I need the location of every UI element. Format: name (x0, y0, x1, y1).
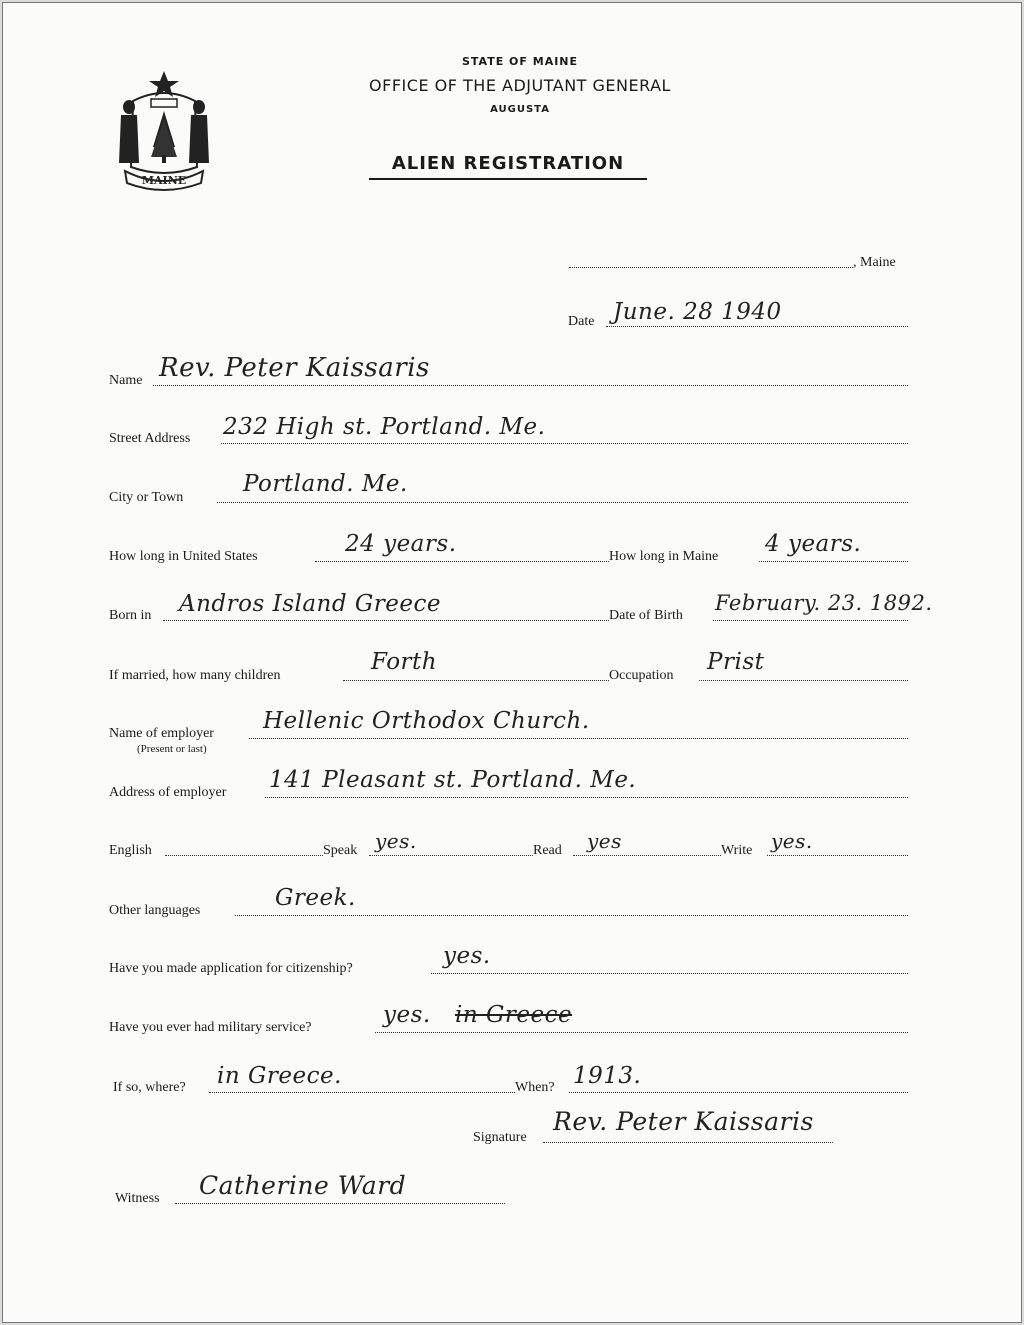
speak-value: yes. (375, 829, 417, 853)
occupation-label: Occupation (609, 668, 674, 683)
english-line (165, 855, 323, 856)
state-heading: STATE OF MAINE (461, 55, 579, 68)
dob-value: February. 23. 1892. (715, 591, 933, 615)
witness-line (175, 1203, 505, 1204)
place-suffix: , Maine (853, 255, 896, 270)
speak-label: Speak (323, 843, 358, 858)
citizenship-value: yes. (443, 943, 491, 969)
other-lang-line (235, 915, 908, 916)
name-label: Name (109, 373, 143, 388)
read-label: Read (533, 843, 562, 858)
born-label: Born in (109, 608, 152, 623)
street-value: 232 High st. Portland. Me. (223, 414, 546, 440)
employer-note: (Present or last) (137, 743, 207, 755)
where-value: in Greece. (217, 1063, 342, 1089)
write-value: yes. (771, 829, 813, 853)
city-line (217, 502, 908, 503)
emp-address-value: 141 Pleasant st. Portland. Me. (269, 767, 637, 793)
employer-line (249, 738, 908, 739)
svg-text:MAINE: MAINE (141, 174, 187, 187)
maine-value: 4 years. (765, 531, 862, 557)
employer-label: Name of employer (109, 726, 214, 741)
when-label: When? (515, 1080, 555, 1095)
write-line (767, 855, 908, 856)
date-line (606, 326, 908, 327)
street-line (221, 443, 908, 444)
signature-line (543, 1142, 833, 1143)
english-label: English (109, 843, 152, 858)
us-label: How long in United States (109, 549, 258, 564)
other-lang-value: Greek. (275, 885, 356, 911)
witness-value: Catherine Ward (199, 1171, 407, 1200)
us-value: 24 years. (345, 531, 457, 557)
military-label: Have you ever had military service? (109, 1020, 312, 1035)
form-title: ALIEN REGISTRATION (369, 153, 647, 180)
citizenship-label: Have you made application for citizenship? (109, 961, 353, 976)
children-label: If married, how many children (109, 668, 281, 683)
occupation-line (699, 680, 908, 681)
office-heading: OFFICE OF THE ADJUTANT GENERAL (369, 76, 671, 95)
born-line (163, 620, 609, 621)
signature-label: Signature (473, 1130, 527, 1145)
born-value: Andros Island Greece (179, 591, 441, 617)
maine-label: How long in Maine (609, 549, 719, 564)
emp-address-line (265, 797, 908, 798)
military-value: yes. (383, 1002, 431, 1028)
employer-value: Hellenic Orthodox Church. (263, 708, 590, 734)
place-line (569, 267, 853, 268)
children-line (343, 680, 609, 681)
dob-label: Date of Birth (609, 608, 683, 623)
military-line (375, 1032, 908, 1033)
military-struck-text: in Greece (455, 1002, 573, 1028)
children-value: Forth (371, 649, 438, 675)
dob-line (713, 620, 908, 621)
city-heading: AUGUSTA (490, 104, 550, 115)
signature-value: Rev. Peter Kaissaris (553, 1107, 814, 1136)
emp-address-label: Address of employer (109, 785, 227, 800)
registration-form-page (2, 2, 1022, 1323)
read-value: yes (587, 829, 622, 853)
street-label: Street Address (109, 431, 191, 446)
citizenship-line (431, 973, 908, 974)
name-value: Rev. Peter Kaissaris (159, 353, 430, 383)
date-label: Date (568, 314, 595, 329)
city-value: Portland. Me. (243, 471, 408, 497)
speak-line (369, 855, 533, 856)
date-value: June. 28 1940 (613, 299, 782, 325)
name-line (153, 385, 908, 386)
witness-label: Witness (115, 1191, 160, 1206)
read-line (573, 855, 721, 856)
where-label: If so, where? (113, 1080, 186, 1095)
when-value: 1913. (573, 1063, 642, 1089)
us-line (315, 561, 609, 562)
city-label: City or Town (109, 490, 184, 505)
when-line (569, 1092, 908, 1093)
write-label: Write (721, 843, 753, 858)
where-line (209, 1092, 515, 1093)
other-lang-label: Other languages (109, 903, 201, 918)
maine-line (759, 561, 908, 562)
occupation-value: Prist (707, 649, 765, 675)
